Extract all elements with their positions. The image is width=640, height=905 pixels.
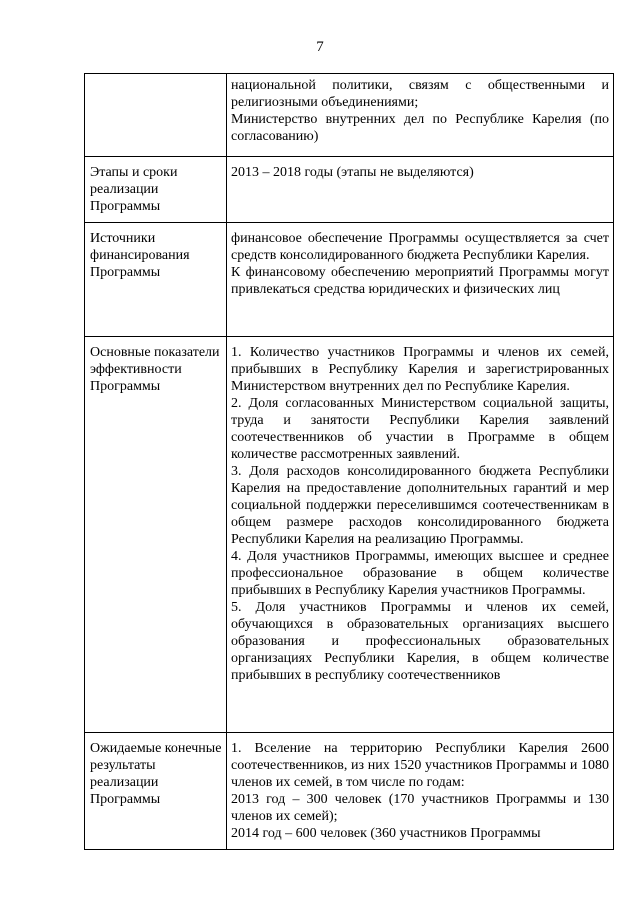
table-row <box>85 337 614 733</box>
row-label: Этапы и сроки реализации Программы <box>85 157 227 223</box>
row-content <box>227 337 614 733</box>
row-content <box>227 733 614 850</box>
row-label: Ожидаемые конечные результаты реализации Программы <box>85 733 227 850</box>
paragraph: 4. Доля участников Программы, имеющих высшее и среднее профессиональное образование в общем количестве прибывших в Республику Карелия участников Программы. <box>231 549 609 598</box>
table-row <box>85 733 614 850</box>
page-number: 7 <box>316 39 324 55</box>
paragraph: национальной политики, связям с общественными и религиозными объединениями; <box>231 78 609 110</box>
table-row <box>85 157 614 223</box>
paragraph: 3. Доля расходов консолидированного бюджета Республики Карелия на предоставление дополнительных гарантий и мер социальной поддержки переселившимся соотечественникам в общем размере расходов консолидированного бюджета Республики Карелия на реализацию Программы. <box>231 464 609 547</box>
paragraph: 2014 год – 600 человек (360 участников Программы <box>231 826 541 841</box>
paragraph: Министерство внутренних дел по Республике Карелия (по согласованию) <box>231 112 609 144</box>
paragraph: 5. Доля участников Программы и членов их семей, обучающихся в образовательных организациях высшего образования и профессиональных образовательных организациях Республики Карелия, в общем количестве прибывших в республику соотечественников <box>231 600 609 683</box>
paragraph: финансовое обеспечение Программы осуществляется за счет средств консолидированного бюджета Республики Карелия. <box>231 231 609 263</box>
paragraph: 1. Вселение на территорию Республики Карелия 2600 соотечественников, из них 1520 участников Программы и 1080 членов их семей, в том числе по годам: <box>231 741 609 790</box>
row-content <box>227 223 614 337</box>
paragraph: 2013 – 2018 годы (этапы не выделяются) <box>231 165 474 180</box>
row-content <box>227 157 614 223</box>
table-row <box>85 223 614 337</box>
paragraph: К финансовому обеспечению мероприятий Программы могут привлекаться средства юридических и физических лиц <box>231 265 609 297</box>
paragraph: 2013 год – 300 человек (170 участников Программы и 130 членов их семей); <box>231 792 609 824</box>
row-label: Основные показатели эффективности Программы <box>85 337 227 733</box>
paragraph: 2. Доля согласованных Министерством социальной защиты, труда и занятости Республики Карелия заявлений соотечественников об участии в Программе в общем количестве рассмотренных заявлений. <box>231 396 609 462</box>
row-label: Источники финансирования Программы <box>85 223 227 337</box>
row-content <box>227 74 614 157</box>
program-passport-table <box>84 73 614 850</box>
table-row <box>85 74 614 157</box>
paragraph: 1. Количество участников Программы и членов их семей, прибывших в Республику Карелия и зарегистрированных Министерством внутренних дел по Республике Карелия. <box>231 345 609 394</box>
row-label <box>85 74 227 157</box>
